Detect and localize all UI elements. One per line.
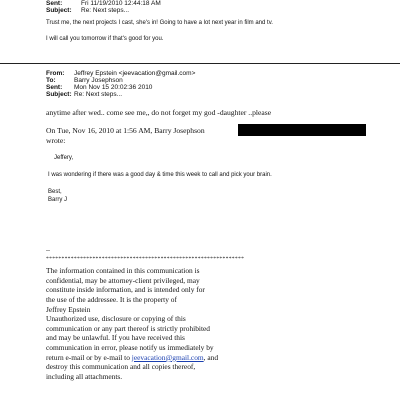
top-body-line-2: I will call you tomorrow if that's good for you. bbox=[46, 36, 164, 42]
quoted-signoff: Best, bbox=[48, 189, 62, 195]
disclaimer-line: destroy this communication and all copies thereof, bbox=[46, 362, 196, 372]
from-row bbox=[46, 70, 195, 77]
to-label: To: bbox=[46, 77, 56, 84]
subject-label: Subject: bbox=[46, 91, 72, 98]
disclaimer bbox=[46, 266, 218, 382]
disclaimer-line: communication or any part thereof is strictly prohibited bbox=[46, 323, 210, 333]
disclaimer-line: the use of the addressee. It is the property of bbox=[46, 294, 177, 304]
message-divider bbox=[0, 63, 400, 64]
to-value: Barry Josephson bbox=[74, 77, 123, 84]
quote-wrote: wrote: bbox=[46, 136, 66, 145]
disclaimer-line: confidential, may be attorney-client privileged, may bbox=[46, 275, 200, 285]
sent-row bbox=[46, 84, 152, 91]
disclaimer-line: including all attachments. bbox=[46, 372, 123, 382]
disclaimer-line: and may be unlawful. If you have received this bbox=[46, 333, 185, 343]
disclaimer-email-suffix: , and bbox=[203, 352, 219, 362]
top-body-line-1: Trust me, the next projects I cast, she's in! Going to have a lot next year in film and tv. bbox=[46, 20, 273, 26]
quoted-greeting: Jeffery, bbox=[54, 155, 74, 161]
sent-value: Mon Nov 15 20:02:36 2010 bbox=[74, 84, 153, 91]
sent-label: Sent: bbox=[46, 84, 63, 91]
star-separator: **************************************************************** bbox=[46, 256, 245, 262]
disclaimer-line: constitute inside information, and is intended only for bbox=[46, 285, 205, 295]
disclaimer-line: The information contained in this communication is bbox=[46, 266, 200, 275]
quoted-message: I was wondering if there was a good day & time this week to call and pick your brain. bbox=[48, 172, 272, 178]
top-sent-row bbox=[46, 0, 161, 7]
disclaimer-email-link[interactable]: jeevacation@gmail.com bbox=[131, 352, 204, 362]
top-sent-value: Fri 11/19/2010 12:44:18 AM bbox=[81, 0, 161, 7]
top-subject-label: Subject: bbox=[46, 7, 72, 14]
disclaimer-line: Unauthorized use, disclosure or copying of this bbox=[46, 314, 186, 324]
from-value: Jeffrey Epstein <jeevacation@gmail.com> bbox=[74, 70, 196, 77]
quote-intro: On Tue, Nov 16, 2010 at 1:56 AM, Barry Josephson bbox=[46, 126, 205, 135]
disclaimer-line-email bbox=[46, 353, 218, 363]
subject-row bbox=[46, 91, 122, 98]
disclaimer-line: Jeffrey Epstein bbox=[46, 304, 91, 314]
reply-line: anytime after wed.. come see me,, do not forget my god -daughter ..please bbox=[46, 108, 272, 117]
signature-dashes: -- bbox=[46, 248, 50, 254]
to-row bbox=[46, 77, 123, 84]
top-subject-value: Re: Next steps... bbox=[81, 7, 130, 14]
redaction-bar bbox=[238, 124, 366, 136]
from-label: From: bbox=[46, 70, 65, 77]
top-subject-row bbox=[46, 7, 129, 14]
disclaimer-line: communication in error, please notify us immediately by bbox=[46, 343, 214, 353]
disclaimer-email-prefix: return e-mail or by e-mail to bbox=[46, 352, 132, 362]
quoted-signature: Barry J bbox=[48, 197, 68, 203]
subject-value: Re: Next steps... bbox=[74, 91, 123, 98]
top-sent-label: Sent: bbox=[46, 0, 63, 7]
